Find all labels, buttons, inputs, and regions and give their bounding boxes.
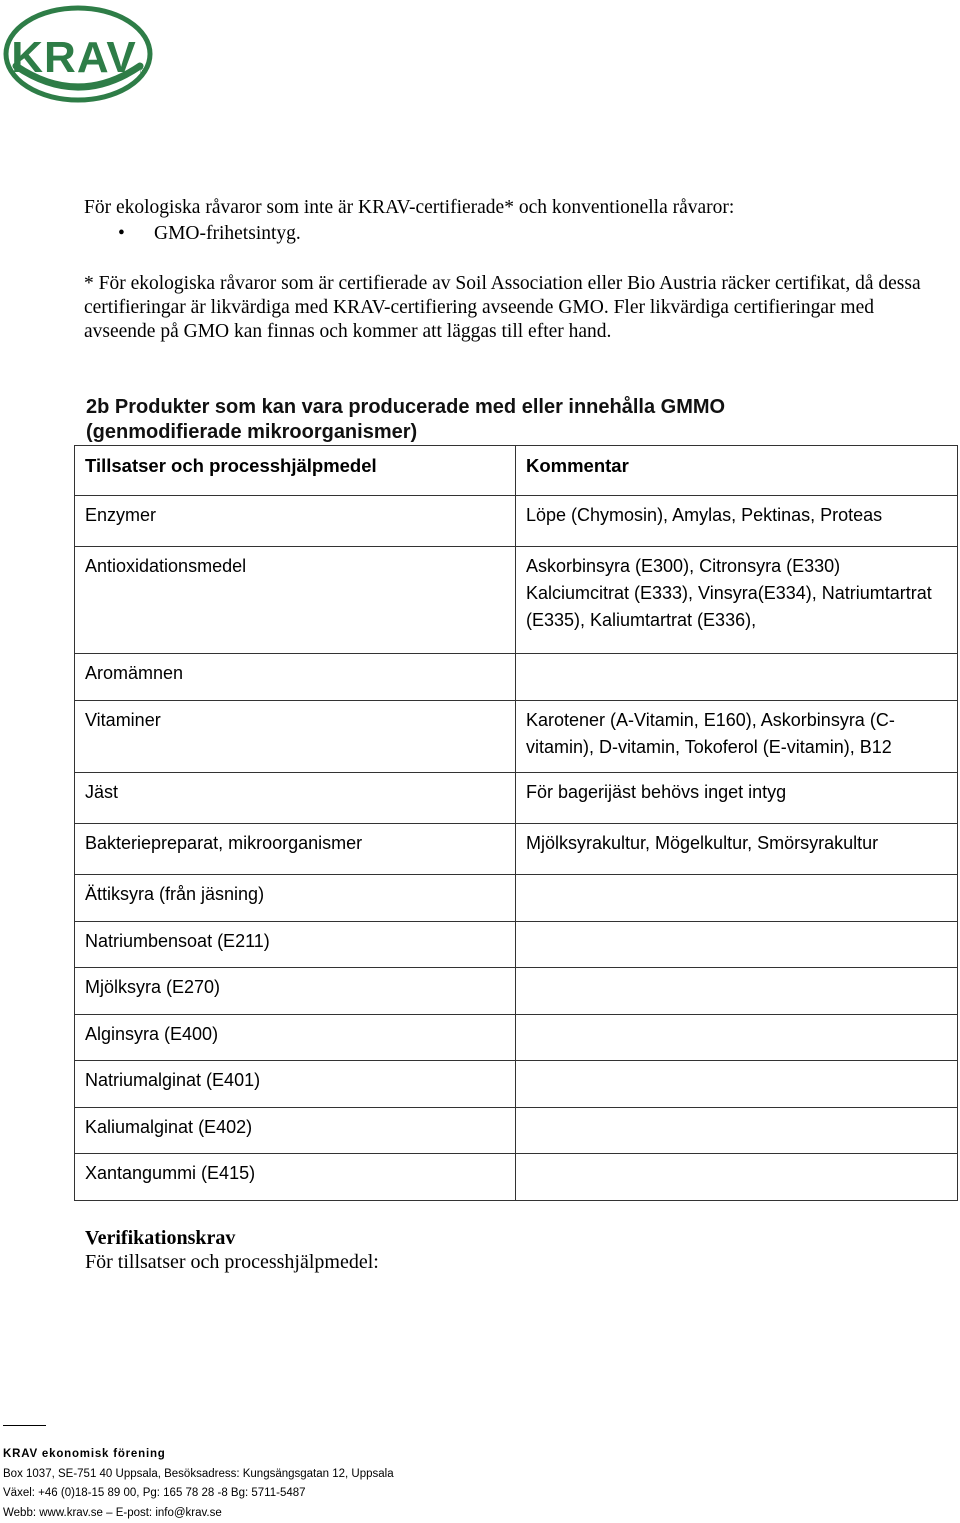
krav-logo	[2, 4, 154, 104]
section-title: 2b Produkter som kan vara producerade med eller innehålla GMMO (genmodifierade mikroorganismer)	[86, 395, 886, 445]
row-item: Xantangummi (E415)	[75, 1154, 516, 1201]
verification-text: För tillsatser och processhjälpmedel:	[85, 1250, 379, 1274]
table-row	[75, 1108, 958, 1154]
row-item: Ättiksyra (från jäsning)	[75, 875, 516, 922]
row-item: Natriumalginat (E401)	[75, 1061, 516, 1108]
verification-heading: Verifikationskrav	[85, 1226, 379, 1250]
row-item: Aromämnen	[75, 654, 516, 701]
row-comment: Löpe (Chymosin), Amylas, Pektinas, Proteas	[516, 496, 958, 547]
footer-web: Webb: www.krav.se – E-post: info@krav.se	[3, 1504, 394, 1523]
table-row	[75, 922, 958, 968]
row-item: Antioxidationsmedel	[75, 547, 516, 654]
row-comment	[516, 875, 958, 922]
row-item: Vitaminer	[75, 701, 516, 773]
row-comment	[516, 1015, 958, 1061]
row-item: Kaliumalginat (E402)	[75, 1108, 516, 1154]
table-row	[75, 701, 958, 773]
row-item: Alginsyra (E400)	[75, 1015, 516, 1061]
intro-line: För ekologiska råvaror som inte är KRAV-certifierade* och konventionella råvaror:	[84, 196, 944, 220]
logo-registered-mark: ®	[140, 67, 147, 77]
header-comment: Kommentar	[516, 446, 958, 496]
row-comment	[516, 1061, 958, 1108]
footer-address: Box 1037, SE-751 40 Uppsala, Besöksadress: Kungsängsgatan 12, Uppsala	[3, 1465, 394, 1485]
table-row	[75, 1154, 958, 1201]
row-comment: Askorbinsyra (E300), Citronsyra (E330) Kalciumcitrat (E333), Vinsyra(E334), Natriumtartrat (E335), Kaliumtartrat (E336),	[516, 547, 958, 654]
verification-section	[85, 1226, 379, 1274]
row-comment	[516, 654, 958, 701]
footer-org: KRAV ekonomisk förening	[3, 1445, 394, 1465]
row-comment: Mjölksyrakultur, Mögelkultur, Smörsyrakultur	[516, 824, 958, 875]
row-item: Bakteriepreparat, mikroorganismer	[75, 824, 516, 875]
row-item: Natriumbensoat (E211)	[75, 922, 516, 968]
bullet-item	[84, 222, 944, 246]
table-row	[75, 547, 958, 654]
table-row	[75, 496, 958, 547]
row-comment	[516, 1154, 958, 1201]
footer-phone: Växel: +46 (0)18-15 89 00, Pg: 165 78 28 -8 Bg: 5711-5487	[3, 1484, 394, 1504]
table-row	[75, 1015, 958, 1061]
row-comment	[516, 968, 958, 1015]
footer	[3, 1445, 394, 1523]
krav-logo-graphic	[2, 4, 154, 104]
table-row	[75, 968, 958, 1015]
row-item: Jäst	[75, 773, 516, 824]
table-row	[75, 824, 958, 875]
table-row	[75, 1061, 958, 1108]
row-item: Enzymer	[75, 496, 516, 547]
table-row	[75, 654, 958, 701]
footer-divider	[3, 1425, 46, 1426]
row-comment: För bagerijäst behövs inget intyg	[516, 773, 958, 824]
gmmo-table	[74, 445, 958, 1201]
intro-section	[84, 196, 944, 344]
table-row	[75, 875, 958, 922]
row-comment: Karotener (A-Vitamin, E160), Askorbinsyra (C-vitamin), D-vitamin, Tokoferol (E-vitamin), B12	[516, 701, 958, 773]
bullet-dot: •	[84, 222, 154, 246]
footnote-paragraph: * För ekologiska råvaror som är certifierade av Soil Association eller Bio Austria räcker certifikat, då dessa certifieringar är likvärdiga med KRAV-certifiering avseende GMO. Fler likvärdiga certifieringar med avseende på GMO kan finnas och kommer att läggas till efter hand.	[84, 272, 944, 344]
header-additives: Tillsatser och processhjälpmedel	[75, 446, 516, 496]
row-item: Mjölksyra (E270)	[75, 968, 516, 1015]
table-row	[75, 773, 958, 824]
row-comment	[516, 922, 958, 968]
logo-text: KRAV	[11, 33, 136, 82]
row-comment	[516, 1108, 958, 1154]
table-header-row	[75, 446, 958, 496]
bullet-text: GMO-frihetsintyg.	[154, 222, 301, 246]
